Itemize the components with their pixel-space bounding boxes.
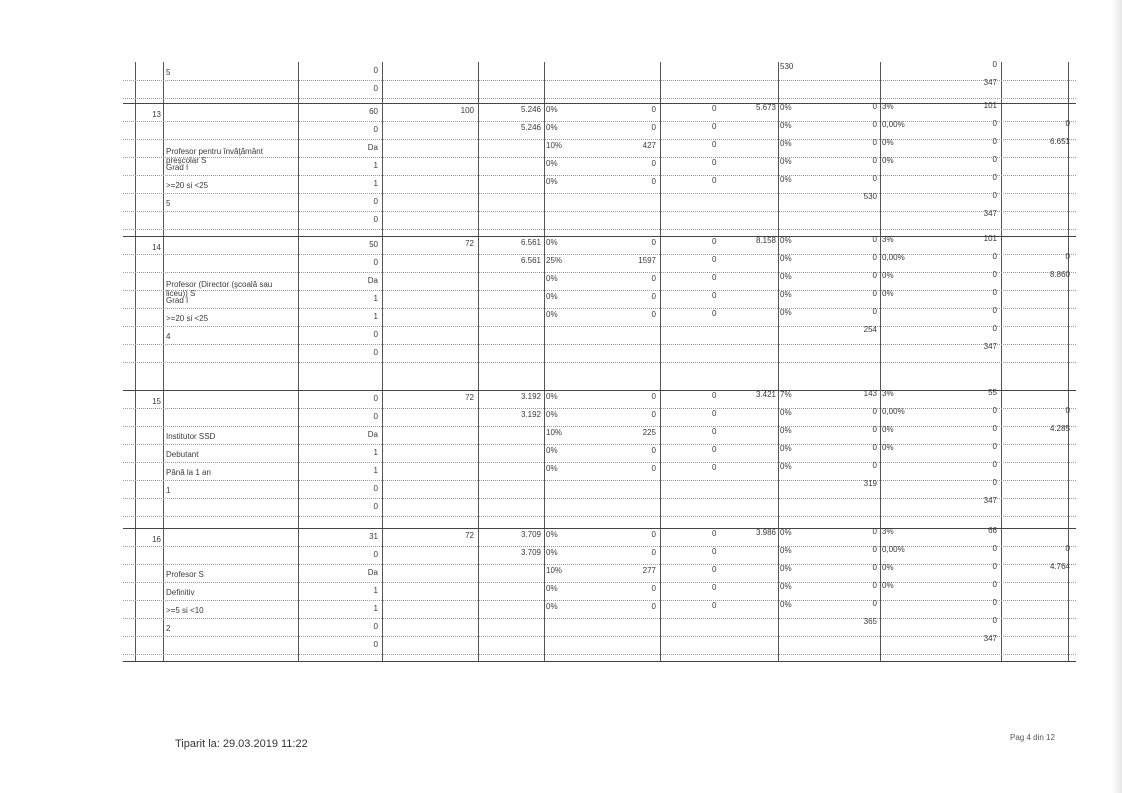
cell-k: 0 [992, 406, 997, 415]
cell-f: 10% [546, 428, 563, 437]
cell-h: 0 [712, 391, 717, 400]
cell-c: 1 [373, 312, 378, 321]
cell-j: 0 [872, 581, 877, 590]
cell-k: 101 [983, 234, 997, 243]
cell-k: 0 [992, 562, 997, 571]
cell-h: 0 [712, 291, 717, 300]
cell-b: Debutant [166, 450, 199, 459]
cell-f: 0% [546, 530, 558, 539]
cell-c: 0 [373, 330, 378, 339]
cell-k: 0 [992, 580, 997, 589]
cell-j2: 0,00% [882, 545, 905, 554]
cell-f: 0% [546, 123, 558, 132]
cell-h: 0 [712, 158, 717, 167]
cell-j: 0 [872, 407, 877, 416]
row-rule [123, 654, 1076, 655]
cell-g: 0 [651, 584, 656, 593]
cell-j: 0 [872, 527, 877, 536]
cell-f: 10% [546, 566, 563, 575]
cell-g: 0 [651, 310, 656, 319]
cell-b: Definitiv [166, 588, 195, 597]
cell-b: 4 [166, 332, 171, 341]
cell-j: 0 [872, 156, 877, 165]
cell-d: 72 [465, 239, 474, 248]
cell-k: 0 [992, 598, 997, 607]
cell-i: 0% [780, 546, 792, 555]
cell-h2: 3.986 [755, 528, 776, 537]
cell-j: 0 [872, 253, 877, 262]
cell-e: 3.709 [520, 530, 541, 539]
cell-i: 0% [780, 236, 792, 245]
cell-f: 0% [546, 548, 558, 557]
cell-c: 0 [373, 412, 378, 421]
row-rule [123, 98, 1076, 99]
cell-j2: 0% [882, 271, 894, 280]
cell-h: 0 [712, 409, 717, 418]
cell-f: 0% [546, 159, 558, 168]
cell-l: 0 [1065, 119, 1070, 128]
cell-i: 0% [780, 308, 792, 317]
cell-k: 0 [992, 119, 997, 128]
cell-h: 0 [712, 309, 717, 318]
cell-k: 0 [992, 137, 997, 146]
cell-h: 0 [712, 601, 717, 610]
cell-g: 0 [651, 105, 656, 114]
cell-k: 66 [988, 526, 997, 535]
cell-e: 3.192 [520, 410, 541, 419]
cell-j: 0 [872, 307, 877, 316]
scan-edge-shadow [1112, 0, 1122, 793]
cell-c: 1 [373, 294, 378, 303]
cell-k: 0 [992, 424, 997, 433]
cell-g: 0 [651, 392, 656, 401]
cell-a: 15 [152, 397, 161, 406]
cell-j: 0 [872, 174, 877, 183]
cell-a: 16 [152, 535, 161, 544]
cell-g: 225 [642, 428, 656, 437]
cell-i: 0% [780, 157, 792, 166]
cell-i: 530 [780, 62, 794, 71]
cell-g: 0 [651, 292, 656, 301]
cell-h: 0 [712, 237, 717, 246]
cell-c: 0 [373, 84, 378, 93]
cell-j: 319 [863, 479, 877, 488]
cell-i: 0% [780, 528, 792, 537]
cell-j: 0 [872, 461, 877, 470]
cell-k: 347 [983, 78, 997, 87]
cell-k: 0 [992, 442, 997, 451]
cell-l: 4.764 [1049, 562, 1070, 571]
cell-h: 0 [712, 104, 717, 113]
cell-f: 0% [546, 446, 558, 455]
cell-g: 0 [651, 123, 656, 132]
cell-i: 0% [780, 408, 792, 417]
cell-k: 0 [992, 478, 997, 487]
cell-b: Grad I [166, 163, 189, 172]
cell-h: 0 [712, 445, 717, 454]
cell-j: 0 [872, 289, 877, 298]
cell-k: 0 [992, 324, 997, 333]
cell-l: 0 [1065, 544, 1070, 553]
cell-j2: 0,00% [882, 120, 905, 129]
cell-k: 0 [992, 191, 997, 200]
cell-c: 0 [373, 484, 378, 493]
cell-b: Institutor SSD [166, 432, 216, 441]
cell-i: 0% [780, 254, 792, 263]
cell-j2: 0% [882, 563, 894, 572]
cell-j: 0 [872, 102, 877, 111]
cell-b: 5 [166, 199, 171, 208]
row-rule [123, 229, 1076, 230]
cell-j: 0 [872, 271, 877, 280]
row-rule [123, 516, 1076, 517]
cell-k: 347 [983, 342, 997, 351]
cell-j2: 3% [882, 389, 894, 398]
cell-i: 0% [780, 175, 792, 184]
cell-b: >=20 si <25 [166, 181, 209, 190]
cell-c: 31 [369, 532, 378, 541]
cell-b: Grad I [166, 296, 189, 305]
cell-k: 0 [992, 270, 997, 279]
cell-a: 14 [152, 243, 161, 252]
cell-j: 0 [872, 563, 877, 572]
cell-c: Da [367, 568, 378, 577]
cell-g: 0 [651, 159, 656, 168]
cell-g: 0 [651, 464, 656, 473]
cell-h: 0 [712, 140, 717, 149]
cell-f: 0% [546, 238, 558, 247]
cell-f: 0% [546, 310, 558, 319]
cell-g: 0 [651, 177, 656, 186]
cell-j: 530 [863, 192, 877, 201]
cell-c: 0 [373, 622, 378, 631]
cell-k: 0 [992, 616, 997, 625]
cell-j2: 0,00% [882, 253, 905, 262]
cell-g: 0 [651, 274, 656, 283]
cell-j: 0 [872, 545, 877, 554]
cell-k: 0 [992, 173, 997, 182]
cell-h: 0 [712, 565, 717, 574]
cell-c: 1 [373, 161, 378, 170]
cell-h: 0 [712, 583, 717, 592]
cell-i: 0% [780, 564, 792, 573]
cell-f: 0% [546, 105, 558, 114]
cell-f: 0% [546, 410, 558, 419]
cell-j: 254 [863, 325, 877, 334]
cell-c: 1 [373, 179, 378, 188]
cell-g: 427 [642, 141, 656, 150]
cell-j2: 0% [882, 443, 894, 452]
cell-h: 0 [712, 122, 717, 131]
cell-k: 347 [983, 209, 997, 218]
cell-e: 3.709 [520, 548, 541, 557]
cell-j: 365 [863, 617, 877, 626]
cell-g: 0 [651, 410, 656, 419]
cell-j2: 0% [882, 156, 894, 165]
cell-b: Profesor (Director (şcoală sau liceu)) S [166, 280, 273, 298]
cell-k: 0 [992, 155, 997, 164]
cell-h2: 5.673 [755, 103, 776, 112]
cell-k: 101 [983, 101, 997, 110]
cell-f: 10% [546, 141, 563, 150]
cell-c: Da [367, 276, 378, 285]
cell-i: 0% [780, 426, 792, 435]
cell-g: 0 [651, 238, 656, 247]
cell-b: Profesor pentru învăţământ preşcolar S [166, 147, 263, 165]
cell-j: 0 [872, 138, 877, 147]
cell-f: 0% [546, 392, 558, 401]
cell-h: 0 [712, 463, 717, 472]
cell-j: 0 [872, 235, 877, 244]
cell-e: 6.561 [520, 238, 541, 247]
cell-b: Până la 1 an [166, 468, 211, 477]
cell-j2: 3% [882, 235, 894, 244]
cell-k: 0 [992, 544, 997, 553]
cell-c: 0 [373, 502, 378, 511]
cell-h: 0 [712, 273, 717, 282]
cell-h: 0 [712, 547, 717, 556]
cell-j2: 3% [882, 102, 894, 111]
cell-c: 0 [373, 258, 378, 267]
cell-j: 0 [872, 120, 877, 129]
cell-b: 2 [166, 624, 171, 633]
cell-l: 8.860 [1049, 270, 1070, 279]
cell-c: Da [367, 430, 378, 439]
cell-b: >=5 si <10 [166, 606, 204, 615]
cell-c: 0 [373, 394, 378, 403]
row-rule [123, 362, 1076, 363]
cell-g: 0 [651, 530, 656, 539]
cell-h: 0 [712, 427, 717, 436]
cell-h2: 8.158 [755, 236, 776, 245]
cell-f: 0% [546, 464, 558, 473]
cell-e: 3.192 [520, 392, 541, 401]
cell-i: 0% [780, 582, 792, 591]
cell-h: 0 [712, 176, 717, 185]
cell-l: 4.285 [1049, 424, 1070, 433]
cell-c: 0 [373, 640, 378, 649]
cell-j2: 3% [882, 527, 894, 536]
cell-c: 0 [373, 125, 378, 134]
cell-j: 0 [872, 425, 877, 434]
cell-j: 0 [872, 599, 877, 608]
cell-i: 0% [780, 462, 792, 471]
page-number: Pag 4 din 12 [1010, 733, 1055, 742]
cell-h2: 3.421 [755, 390, 776, 399]
cell-c: 1 [373, 448, 378, 457]
cell-i: 0% [780, 272, 792, 281]
cell-j2: 0% [882, 425, 894, 434]
cell-b: Profesor S [166, 570, 204, 579]
cell-k: 0 [992, 288, 997, 297]
cell-f: 0% [546, 584, 558, 593]
cell-l: 6.651 [1049, 137, 1070, 146]
cell-i: 0% [780, 103, 792, 112]
cell-c: 0 [373, 215, 378, 224]
cell-f: 0% [546, 292, 558, 301]
cell-c: 60 [369, 107, 378, 116]
cell-k: 347 [983, 496, 997, 505]
cell-g: 0 [651, 548, 656, 557]
cell-f: 0% [546, 274, 558, 283]
cell-j: 0 [872, 443, 877, 452]
cell-g: 277 [642, 566, 656, 575]
cell-j: 143 [863, 389, 877, 398]
cell-k: 0 [992, 460, 997, 469]
table-bottom-rule [123, 661, 1076, 662]
cell-c: 0 [373, 550, 378, 559]
cell-f: 0% [546, 177, 558, 186]
cell-k: 55 [988, 388, 997, 397]
cell-k: 0 [992, 252, 997, 261]
cell-d: 72 [465, 393, 474, 402]
cell-c: 0 [373, 66, 378, 75]
cell-a: 13 [152, 110, 161, 119]
print-date: Tiparit la: 29.03.2019 11:22 [175, 738, 308, 750]
cell-e: 5.246 [520, 123, 541, 132]
cell-h: 0 [712, 529, 717, 538]
cell-c: 50 [369, 240, 378, 249]
cell-c: 0 [373, 197, 378, 206]
cell-k: 0 [992, 60, 997, 69]
cell-i: 0% [780, 444, 792, 453]
cell-l: 0 [1065, 252, 1070, 261]
cell-j2: 0% [882, 581, 894, 590]
cell-b: >=20 si <25 [166, 314, 209, 323]
cell-i: 0% [780, 290, 792, 299]
cell-c: 1 [373, 586, 378, 595]
cell-i: 0% [780, 600, 792, 609]
cell-j2: 0% [882, 289, 894, 298]
cell-i: 0% [780, 139, 792, 148]
cell-h: 0 [712, 255, 717, 264]
cell-k: 347 [983, 634, 997, 643]
cell-i: 0% [780, 121, 792, 130]
cell-k: 0 [992, 306, 997, 315]
cell-b: 1 [166, 486, 171, 495]
cell-b: 5 [166, 68, 171, 77]
cell-f: 0% [546, 602, 558, 611]
cell-c: 0 [373, 348, 378, 357]
cell-c: 1 [373, 604, 378, 613]
cell-j2: 0,00% [882, 407, 905, 416]
cell-j2: 0% [882, 138, 894, 147]
cell-g: 0 [651, 602, 656, 611]
cell-c: 1 [373, 466, 378, 475]
cell-d: 100 [460, 106, 474, 115]
cell-e: 5.246 [520, 105, 541, 114]
cell-e: 6.561 [520, 256, 541, 265]
cell-l: 0 [1065, 406, 1070, 415]
cell-i: 7% [780, 390, 792, 399]
cell-g: 0 [651, 446, 656, 455]
cell-g: 1597 [638, 256, 656, 265]
cell-f: 25% [546, 256, 563, 265]
cell-c: Da [367, 143, 378, 152]
cell-d: 72 [465, 531, 474, 540]
